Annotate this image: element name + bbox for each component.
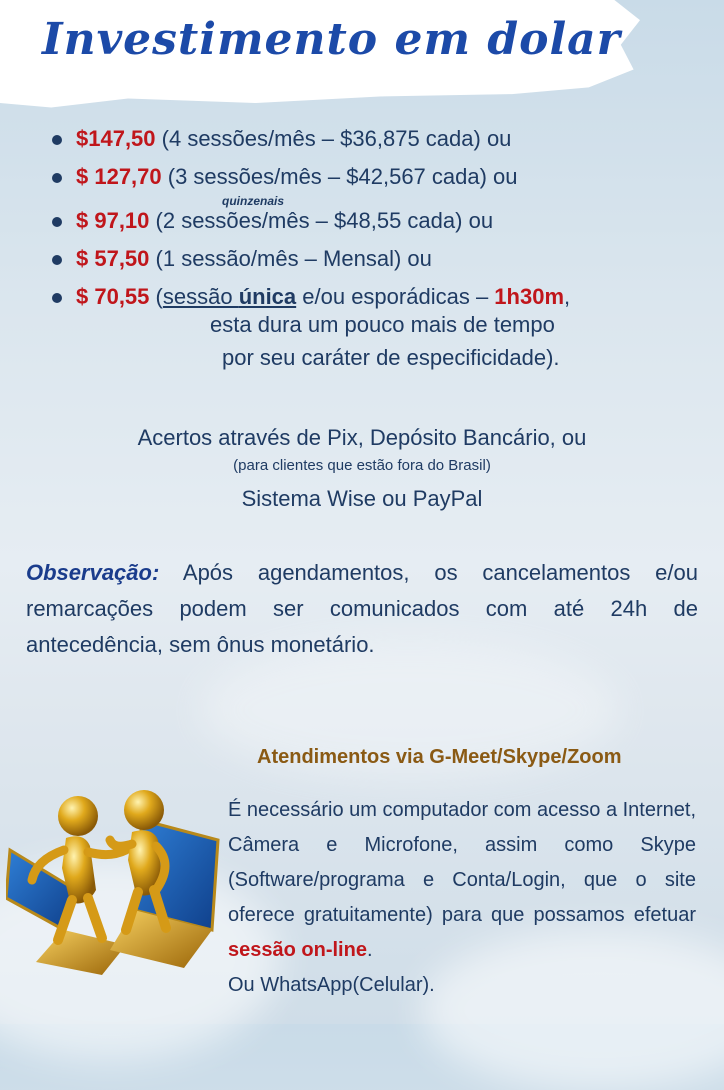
- biweekly-note: quinzenais: [222, 194, 285, 208]
- price-value: $ 97,10: [76, 208, 150, 233]
- price-value: $ 70,55: [76, 284, 150, 309]
- unique-label: única: [238, 284, 297, 309]
- price-item: [52, 158, 692, 196]
- bullet-icon: [52, 217, 62, 227]
- price-detail: (4 sessões/mês – $36,875 cada) ou: [155, 126, 512, 151]
- payment-methods: Acertos através de Pix, Depósito Bancário, ou: [137, 425, 587, 450]
- attendance-paragraph: É necessário um computador com acesso a Internet, Câmera e Microfone, assim como Skype (Software/programa e Conta/Login, que o site oferece gratuitamente) para que possamos efetuar sessão on-line. Ou WhatsApp(Celular).: [228, 793, 696, 1003]
- observation-paragraph: [26, 555, 698, 663]
- duration-label: 1h30m: [494, 284, 565, 309]
- price-detail: (2 sessões/mês – $48,55 cada) ou: [149, 208, 494, 233]
- payment-methods-2: Sistema Wise ou PayPal: [241, 486, 483, 511]
- price-value: $147,50: [76, 126, 156, 151]
- price-detail: (1 sessão/mês – Mensal) ou: [149, 246, 432, 271]
- bullet-icon: [52, 293, 62, 303]
- observation-text: Após agendamentos, os cancelamentos e/ou remarcações podem ser comunicados com até 24h de antecedência, sem ônus monetário.: [26, 560, 698, 657]
- bullet-icon: [52, 135, 62, 145]
- price-value: $ 57,50: [76, 246, 150, 271]
- observation-label: Observação:: [26, 560, 160, 585]
- bullet-icon: [52, 173, 62, 183]
- session-label: sessão: [162, 284, 239, 309]
- single-session-continuation: por seu caráter de especificidade).: [222, 345, 560, 370]
- price-value: $ 127,70: [76, 164, 162, 189]
- price-detail: (3 sessões/mês – $42,567 cada) ou: [161, 164, 518, 189]
- price-item: $ 70,55 (sessão única e/ou esporádicas – 1h30m,: [52, 278, 692, 316]
- price-item: [52, 120, 692, 158]
- price-list: [52, 120, 692, 316]
- attendance-heading: Atendimentos via G-Meet/Skype/Zoom: [257, 746, 622, 768]
- whatsapp-line: Ou WhatsApp(Celular).: [228, 974, 435, 996]
- payment-note: (para clientes que estão fora do Brasil): [233, 457, 491, 474]
- online-session-label: sessão on-line: [228, 939, 367, 961]
- two-golden-figures-with-laptops-icon: [6, 780, 224, 980]
- bullet-icon: [52, 255, 62, 265]
- price-item: [52, 240, 692, 278]
- price-item: [52, 202, 692, 240]
- page-title: Investimento em dolar: [42, 14, 621, 65]
- single-session-continuation: esta dura um pouco mais de tempo: [210, 312, 555, 337]
